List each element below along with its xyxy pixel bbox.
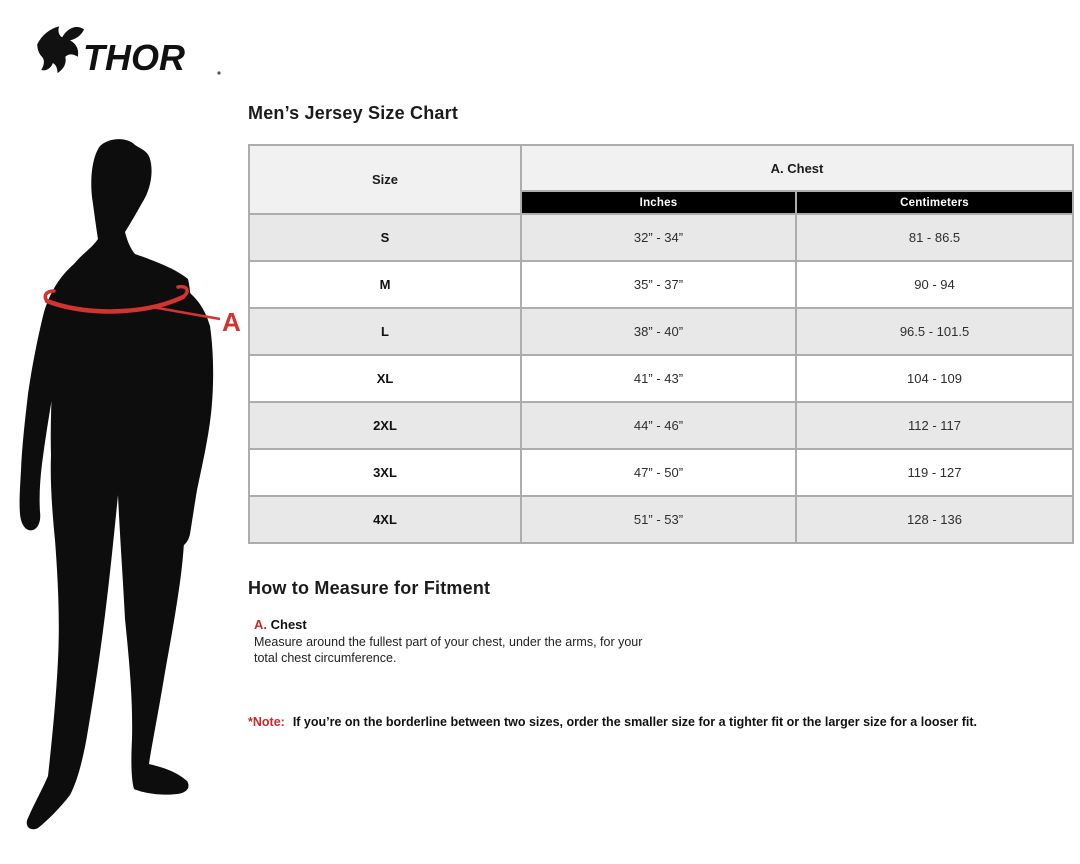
measurement-label-a: A <box>222 307 241 337</box>
thor-logo <box>26 18 226 82</box>
thor-goat-icon <box>37 26 84 73</box>
measure-letter: A. <box>254 617 267 632</box>
column-header-size: Size <box>249 145 521 214</box>
centimeters-value: 128 - 136 <box>796 496 1073 543</box>
table-row <box>249 402 1073 449</box>
inches-value: 38” - 40” <box>521 308 796 355</box>
centimeters-value: 81 - 86.5 <box>796 214 1073 261</box>
table-row <box>249 449 1073 496</box>
size-label: 2XL <box>249 402 521 449</box>
size-label: XL <box>249 355 521 402</box>
inches-value: 41” - 43” <box>521 355 796 402</box>
size-label: M <box>249 261 521 308</box>
male-silhouette-diagram <box>0 138 250 844</box>
table-row <box>249 496 1073 543</box>
inches-value: 47” - 50” <box>521 449 796 496</box>
table-row <box>249 261 1073 308</box>
centimeters-value: 90 - 94 <box>796 261 1073 308</box>
centimeters-value: 112 - 117 <box>796 402 1073 449</box>
body-silhouette <box>27 139 191 829</box>
size-label: S <box>249 214 521 261</box>
centimeters-value: 96.5 - 101.5 <box>796 308 1073 355</box>
note-prefix: *Note: <box>248 714 285 729</box>
main-content <box>248 103 1072 729</box>
inches-value: 32” - 34” <box>521 214 796 261</box>
how-to-measure-title: How to Measure for Fitment <box>248 578 491 598</box>
thor-logo-text: THOR <box>83 37 185 78</box>
table-row <box>249 308 1073 355</box>
table-row <box>249 355 1073 402</box>
column-header-chest: A. Chest <box>521 145 1073 191</box>
centimeters-value: 104 - 109 <box>796 355 1073 402</box>
table-row <box>249 214 1073 261</box>
centimeters-value: 119 - 127 <box>796 449 1073 496</box>
inches-value: 51” - 53” <box>521 496 796 543</box>
measure-description: Measure around the fullest part of your chest, under the arms, for your total chest circumference. <box>254 635 643 666</box>
measure-name-label: Chest <box>270 617 307 632</box>
column-header-centimeters: Centimeters <box>796 191 1073 214</box>
registered-mark-icon <box>217 71 220 74</box>
note-text: If you’re on the borderline between two sizes, order the smaller size for a tighter fit or the larger size for a looser fit. <box>292 714 977 729</box>
inches-value: 35” - 37” <box>521 261 796 308</box>
size-label: 4XL <box>249 496 521 543</box>
column-header-inches: Inches <box>521 191 796 214</box>
size-chart-table <box>248 144 1074 544</box>
inches-value: 44” - 46” <box>521 402 796 449</box>
measure-item-heading <box>254 617 1072 632</box>
size-label: L <box>249 308 521 355</box>
sizing-note <box>248 715 1072 729</box>
size-label: 3XL <box>249 449 521 496</box>
table-header-row <box>249 145 1073 191</box>
page-title: Men’s Jersey Size Chart <box>248 103 459 123</box>
measure-item-chest <box>248 617 1072 667</box>
